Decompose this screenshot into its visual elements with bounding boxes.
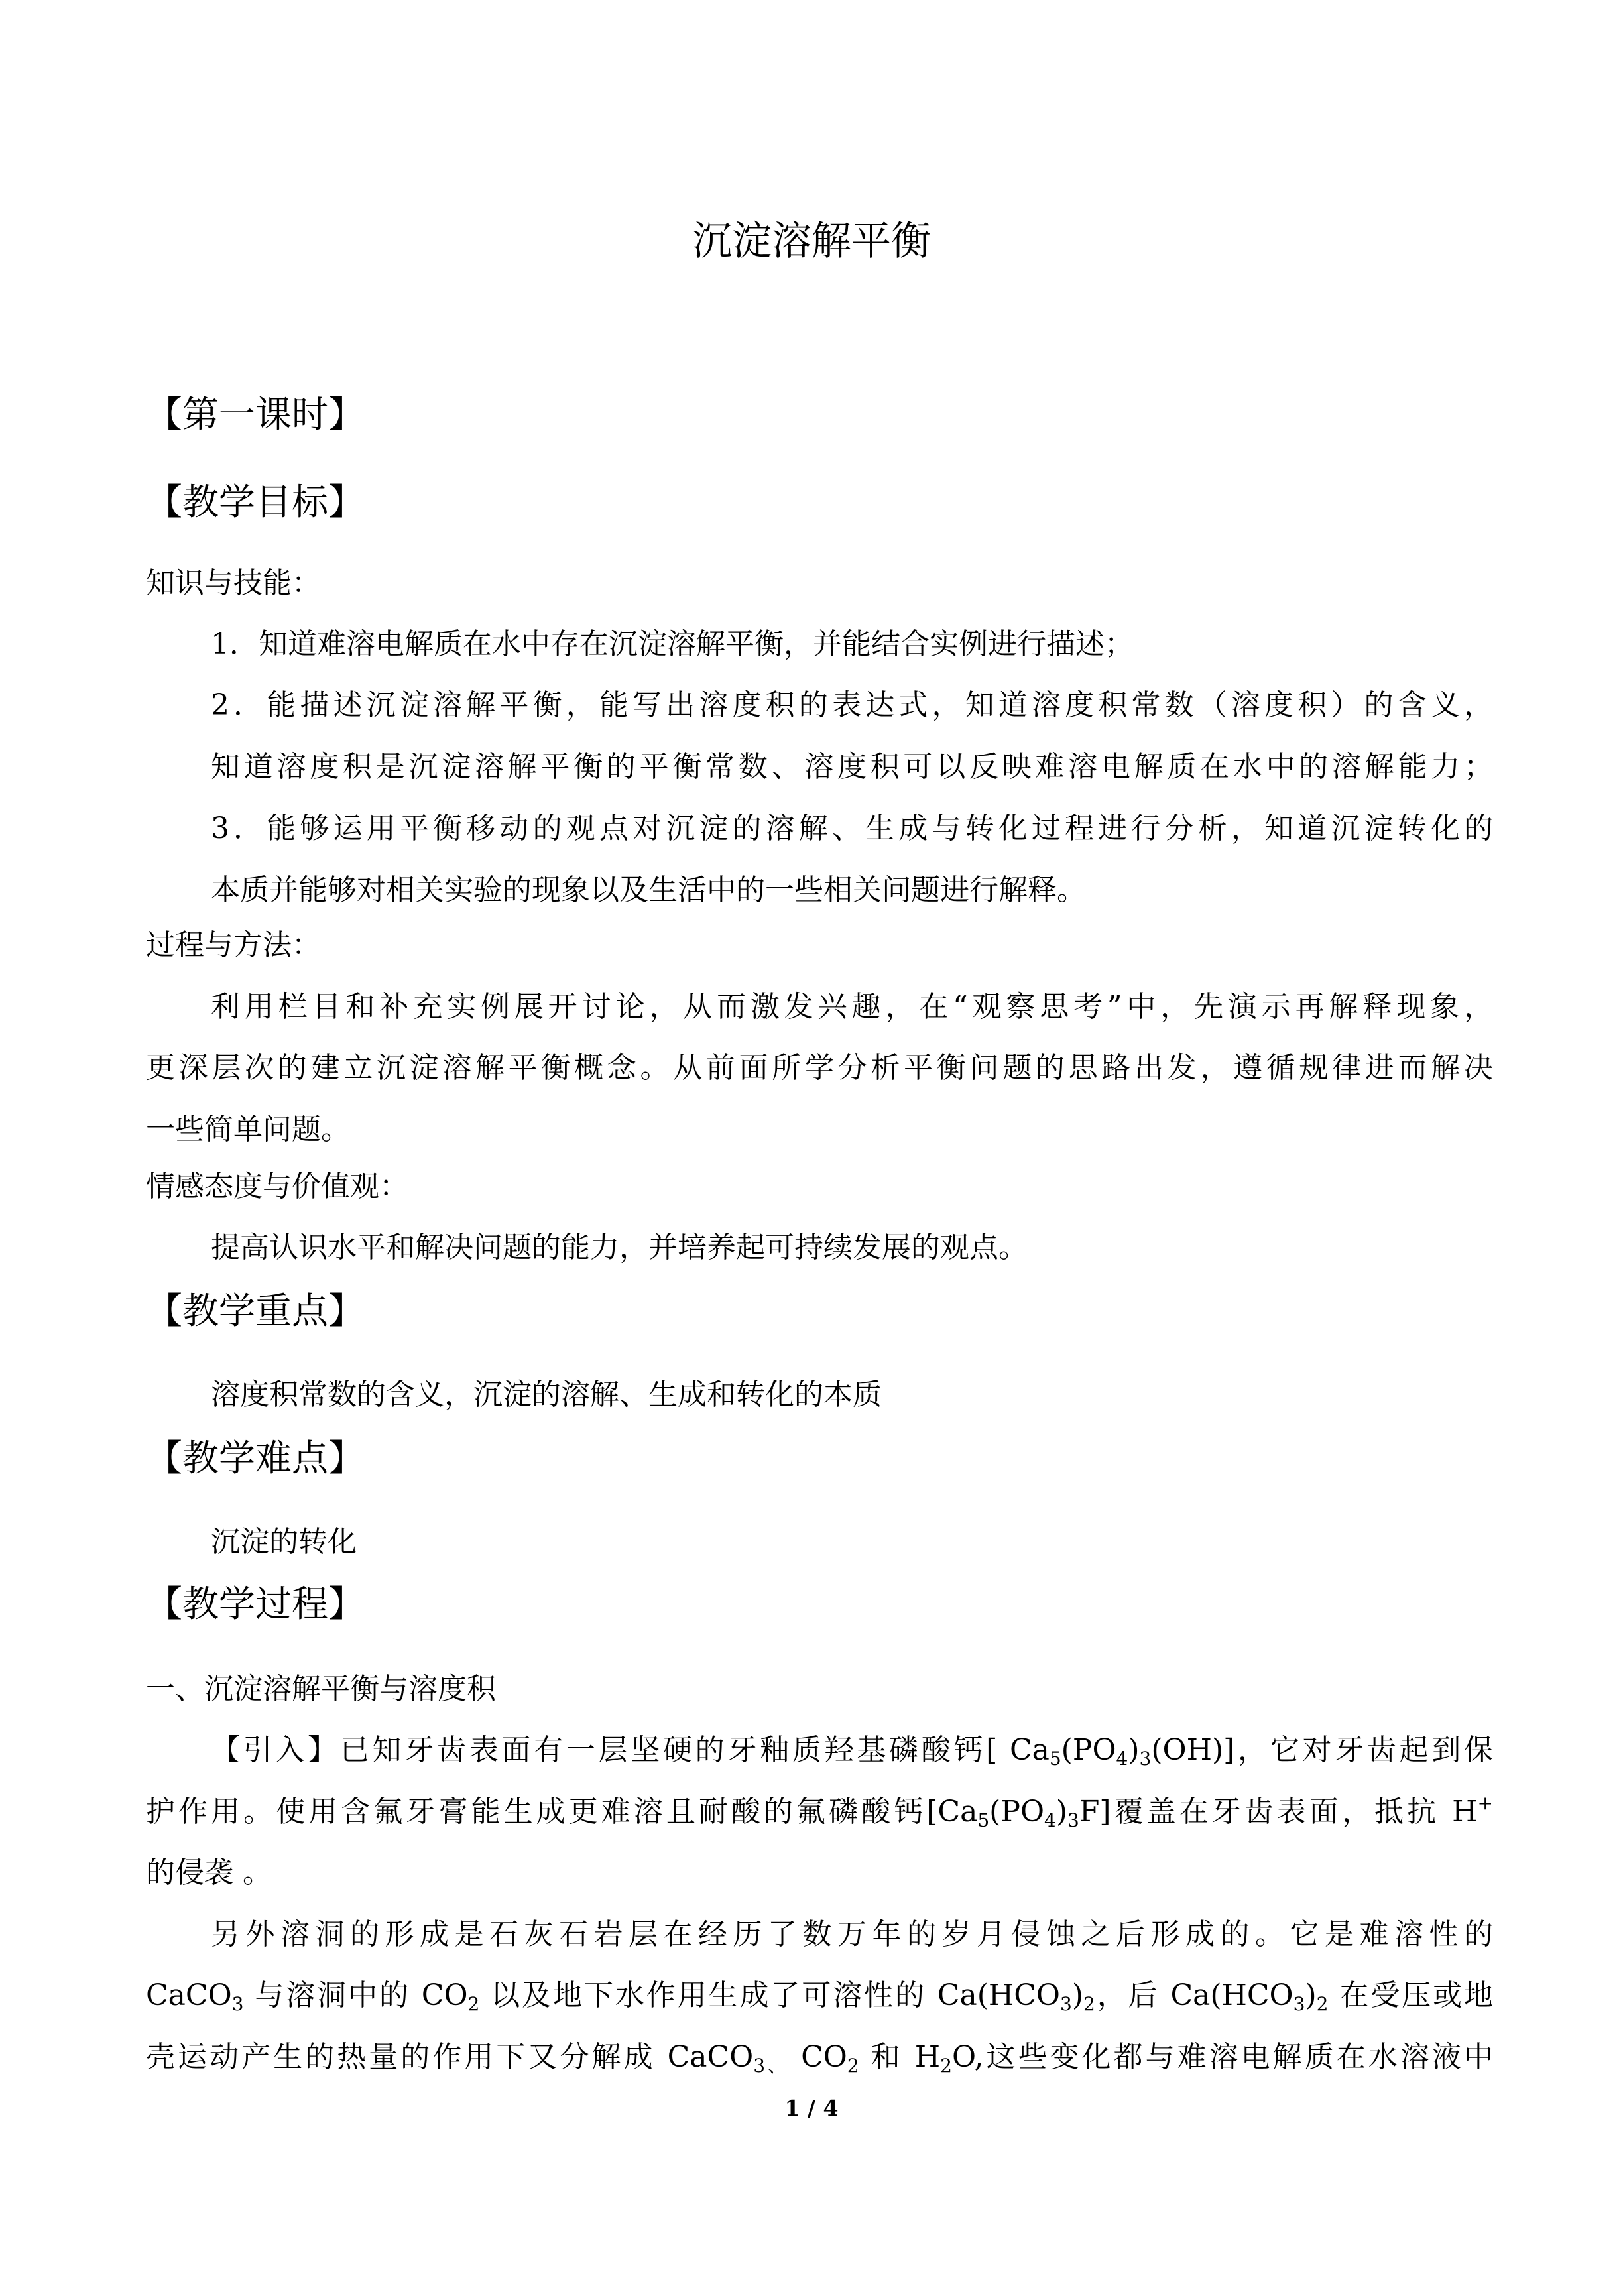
objective-item: 2．能描述沉淀溶解平衡，能写出溶度积的表达式，知道溶度积常数（溶度积）的含义， bbox=[211, 688, 1493, 722]
intro-line-2: 护作用。使用含氟牙膏能生成更难溶且耐酸的氟磷酸钙$[Ca_5(PO_4)_3F]$覆盖在牙齿表面，抵抗 H+ bbox=[146, 1792, 1493, 1831]
difficulties-text: 沉淀的转化 bbox=[211, 1525, 357, 1559]
objective-item: 知道溶度积是沉淀溶解平衡的平衡常数、溶度积可以反映难溶电解质在水中的溶解能力； bbox=[211, 750, 1493, 784]
page-title: 沉淀溶解平衡 bbox=[692, 218, 931, 265]
objective-item: 3．能够运用平衡移动的观点对沉淀的溶解、生成与转化过程进行分析，知道沉淀转化的 bbox=[211, 812, 1493, 845]
method-line: 一些简单问题。 bbox=[146, 1113, 350, 1146]
heading-objectives: 【教学目标】 bbox=[146, 481, 365, 523]
method-label: 过程与方法： bbox=[146, 928, 321, 962]
key-points-text: 溶度积常数的含义，沉淀的溶解、生成和转化的本质 bbox=[211, 1378, 882, 1412]
heading-process: 【教学过程】 bbox=[146, 1583, 365, 1625]
intro-line-3: 的侵袭 。 bbox=[146, 1856, 272, 1890]
cave-line-2: CaCO$_3$ 与溶洞中的 $CO_2$ 以及地下水作用生成了可溶性的 $Ca(HCO_3)_2$，后 $Ca(HCO_3)_2$ 在受压或地 bbox=[146, 1978, 1493, 2015]
objective-item: 本质并能够对相关实验的现象以及生活中的一些相关问题进行解释。 bbox=[211, 873, 1086, 907]
method-line: 更深层次的建立沉淀溶解平衡概念。从前面所学分析平衡问题的思路出发，遵循规律进而解决 bbox=[146, 1051, 1493, 1085]
heading-key-points: 【教学重点】 bbox=[146, 1290, 365, 1332]
method-line: 利用栏目和补充实例展开讨论，从而激发兴趣，在“观察思考”中，先演示再解释现象， bbox=[211, 990, 1493, 1024]
attitude-text: 提高认识水平和解决问题的能力，并培养起可持续发展的观点。 bbox=[211, 1231, 1028, 1264]
page-number: 1 / 4 bbox=[784, 2095, 839, 2121]
cave-line-1: 另外溶洞的形成是石灰石岩层在经历了数万年的岁月侵蚀之后形成的。它是难溶性的 bbox=[211, 1917, 1493, 1951]
knowledge-label: 知识与技能： bbox=[146, 566, 321, 600]
section-title: 一、沉淀溶解平衡与溶度积 bbox=[146, 1672, 496, 1706]
attitude-label: 情感态度与价值观： bbox=[146, 1170, 408, 1203]
intro-line-1: 【引入】已知牙齿表面有一层坚硬的牙釉质羟基磷酸钙[ $Ca_5(PO_4)_3(OH)$]，它对牙齿起到保 bbox=[211, 1733, 1493, 1770]
heading-difficulties: 【教学难点】 bbox=[146, 1437, 365, 1479]
cave-line-3: 壳运动产生的热量的作用下又分解成 CaCO$_{3、}$ $CO_2$ 和 $H_2O$,这些变化都与难溶电解质在水溶液中 bbox=[146, 2040, 1493, 2077]
objective-item: 1．知道难溶电解质在水中存在沉淀溶解平衡，并能结合实例进行描述； bbox=[211, 627, 1134, 661]
heading-lesson: 【第一课时】 bbox=[146, 393, 365, 436]
